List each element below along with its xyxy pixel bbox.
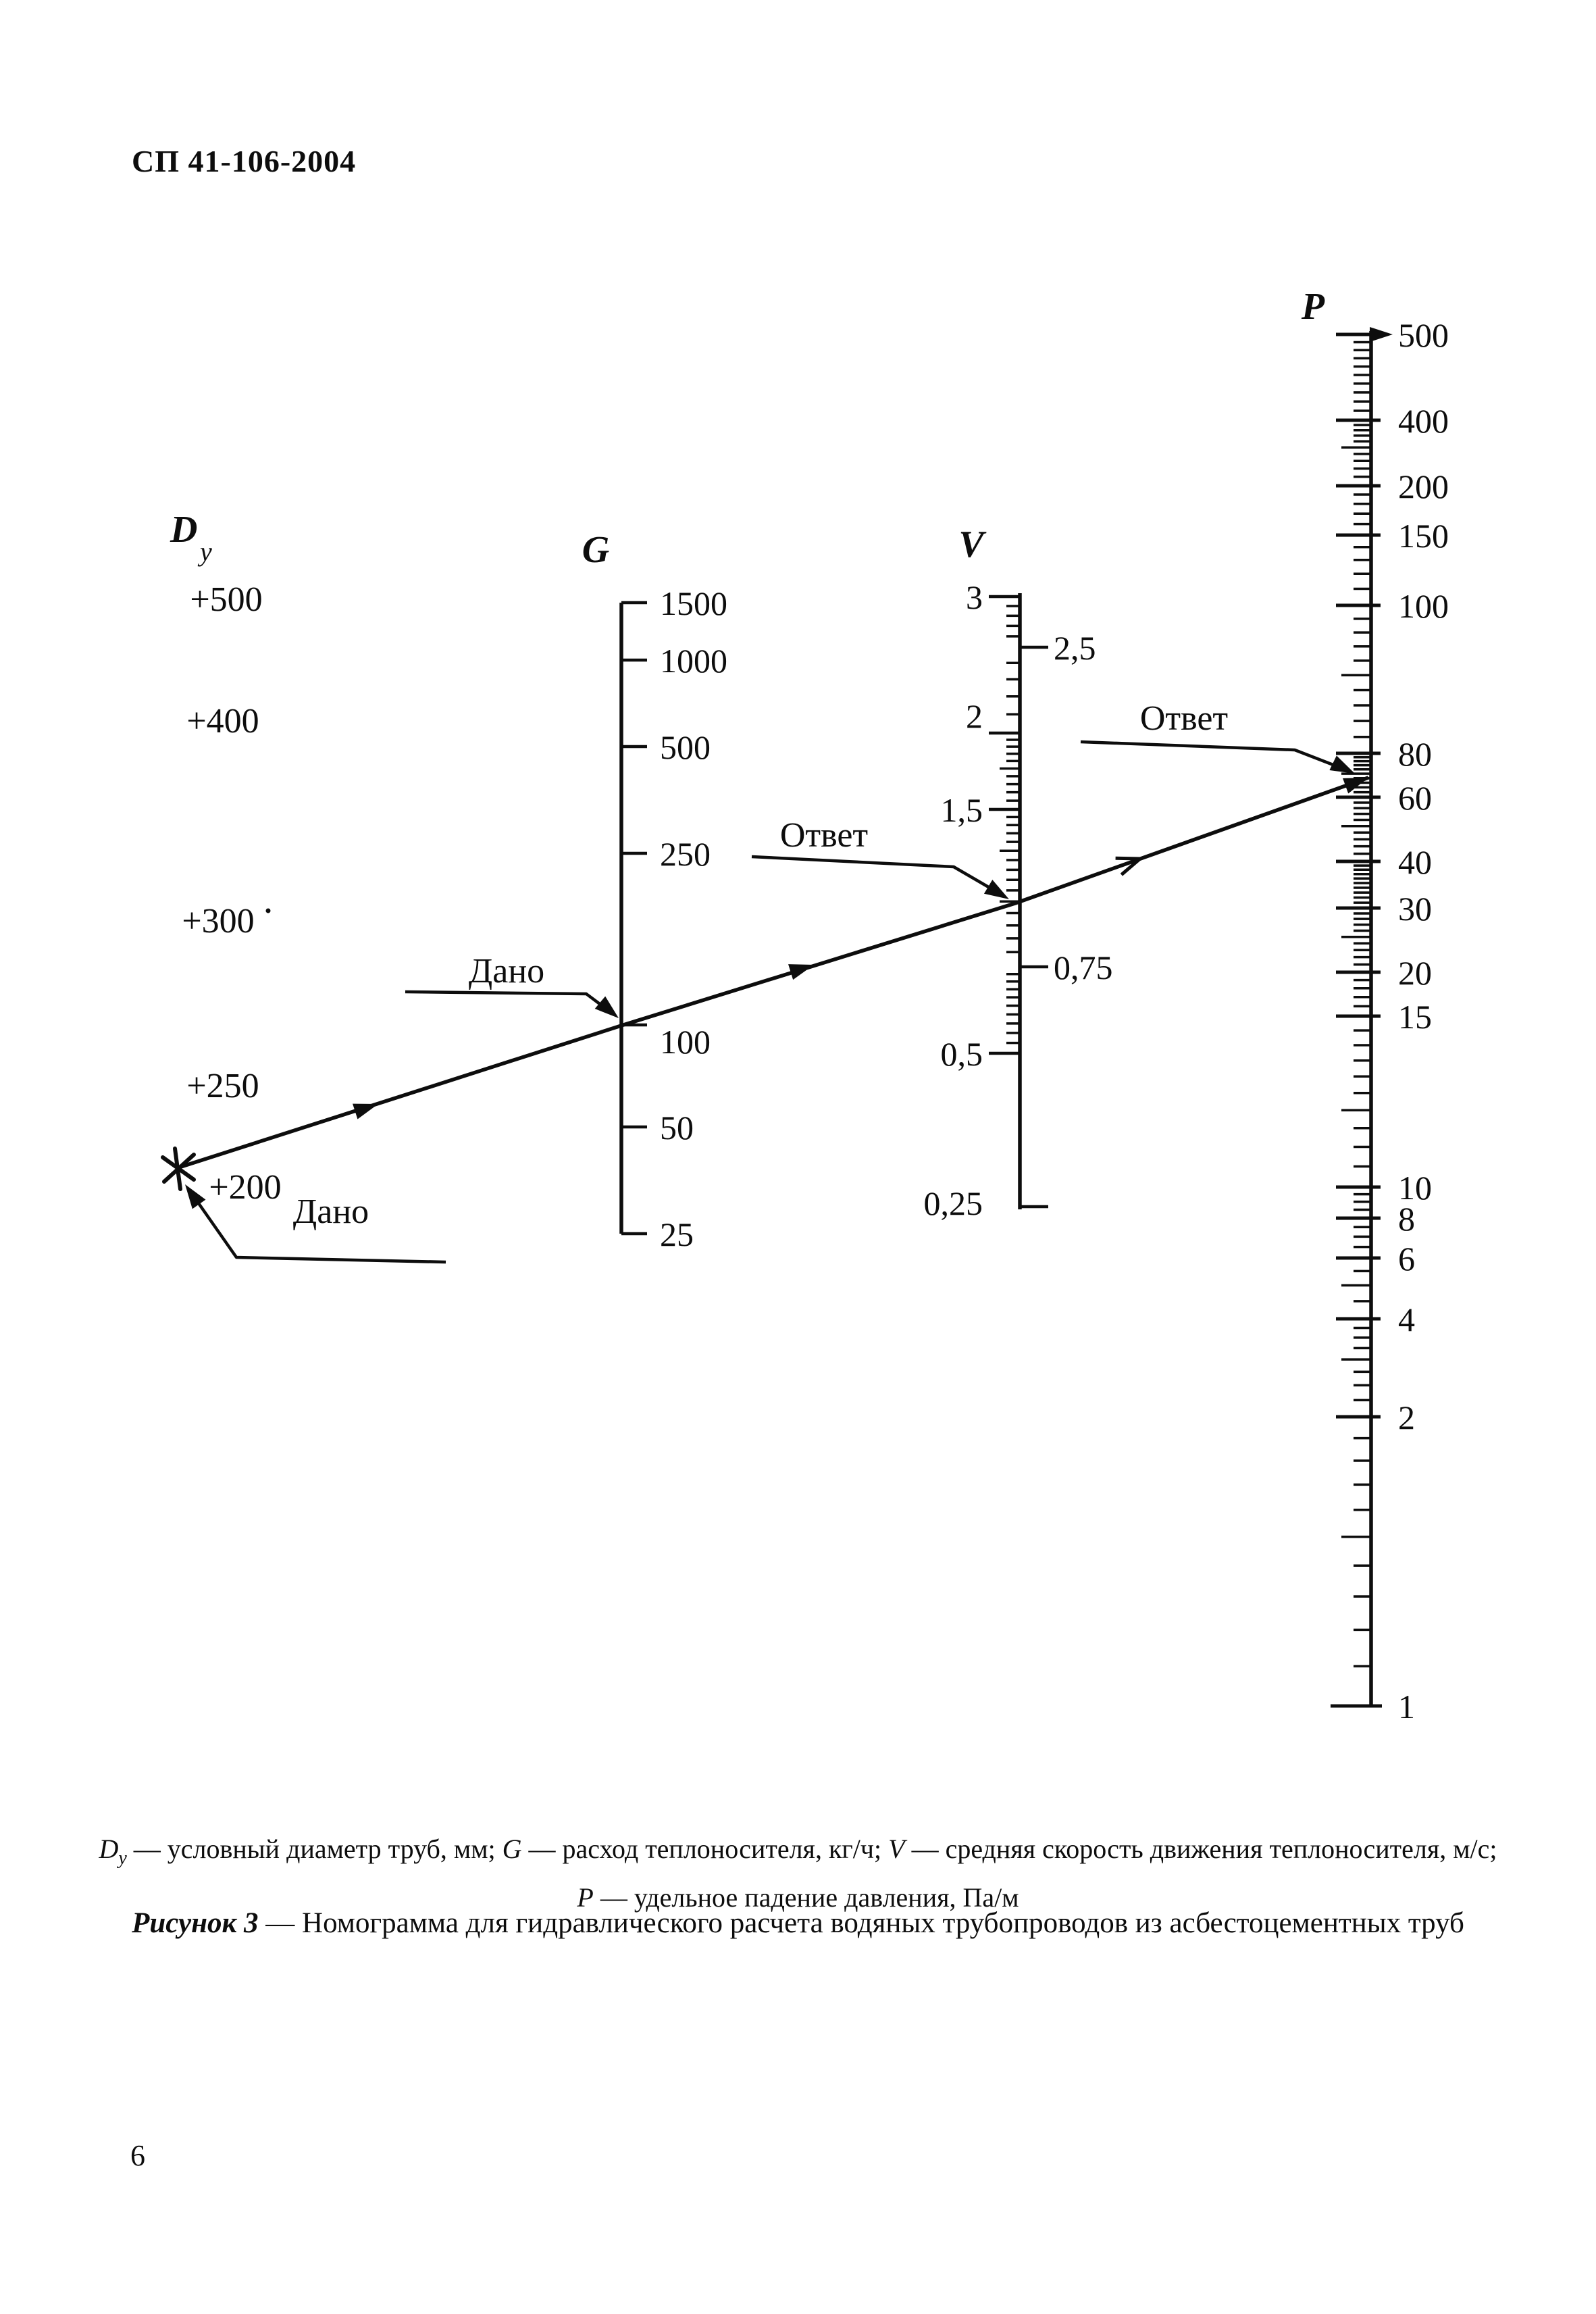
p-tick-label: 4	[1398, 1301, 1415, 1338]
legend-text: — условный диаметр труб, мм;	[126, 1834, 503, 1864]
arrowhead	[353, 1104, 378, 1120]
g-tick-label: 500	[660, 728, 711, 766]
p-tick-label: 2	[1398, 1399, 1415, 1436]
p-tick-label: 15	[1398, 998, 1432, 1036]
scan-speck	[266, 909, 271, 913]
v-tick-label: 2,5	[1054, 629, 1096, 667]
dy-scale-label: +500	[190, 580, 263, 619]
p-tick-label: 8	[1398, 1200, 1415, 1238]
legend-text: — средняя скорость движения теплоносителя, м/с;	[904, 1834, 1497, 1864]
v-tick-label: 0,75	[1054, 949, 1113, 986]
legend-var-g: G	[502, 1834, 522, 1864]
g-scale-title: G	[582, 529, 610, 571]
p-tick-label: 30	[1398, 890, 1432, 928]
figure-legend	[54, 1830, 1542, 1917]
annotation-leader-lines	[189, 742, 1349, 1262]
figure-caption	[54, 1907, 1542, 1940]
legend-var-v: V	[888, 1834, 905, 1864]
scale-titles	[170, 286, 1325, 571]
p-tick-label: 500	[1398, 316, 1449, 354]
p-tick-label: 10	[1398, 1169, 1432, 1207]
v-tick-label: 3	[966, 578, 983, 616]
p-tick-label: 150	[1398, 517, 1449, 555]
answer-p-leader	[1081, 742, 1349, 771]
p-tick-label: 200	[1398, 468, 1449, 505]
page-number: 6	[130, 2139, 145, 2172]
dy-scale-label: +400	[186, 702, 259, 740]
given-d-label: Дано	[292, 1192, 369, 1231]
arrowhead	[185, 1184, 205, 1209]
p-top-tick-arrow	[1370, 327, 1393, 342]
g-tick-label: 250	[660, 835, 711, 873]
arrowheads	[185, 755, 1368, 1209]
v-tick-label: 1,5	[940, 791, 983, 829]
dy-scale-label: +200	[209, 1168, 282, 1207]
answer-v-leader	[752, 857, 1004, 896]
given-g-label: Дано	[468, 952, 545, 990]
p-tick-label: 60	[1398, 779, 1432, 817]
answer-v-label: Ответ	[779, 816, 869, 855]
dy-scale-title: D	[170, 509, 198, 551]
p-tick-label: 20	[1398, 954, 1432, 992]
v-tick-label: 0,5	[940, 1035, 983, 1073]
g-tick-label: 50	[660, 1109, 694, 1147]
legend-var-d: D	[99, 1834, 119, 1864]
arrowhead	[788, 964, 814, 980]
legend-text: — удельное падение давления, Па/м	[593, 1882, 1019, 1913]
dy-scale-label: +300	[182, 902, 255, 940]
standard-code-header: СП 41-106-2004	[132, 144, 357, 178]
legend-var-p: P	[577, 1882, 594, 1913]
v-tick-label: 2	[966, 697, 983, 735]
p-tick-label: 400	[1398, 402, 1449, 440]
v-scale-title: V	[958, 524, 984, 565]
given-diameter-star-marker	[163, 1149, 194, 1189]
legend-text: — расход теплоносителя, кг/ч;	[521, 1834, 889, 1864]
arrowhead	[595, 997, 619, 1018]
caption-text: Номограмма для гидравлического расчета водяных трубопроводов из асбестоцементных труб	[302, 1907, 1464, 1939]
p-tick-label: 1	[1398, 1688, 1415, 1726]
g-tick-label: 25	[660, 1215, 694, 1253]
g-tick-label: 1500	[660, 584, 727, 622]
g-tick-label: 100	[660, 1023, 711, 1061]
p-tick-label: 100	[1398, 587, 1449, 625]
figure-number: Рисунок 3	[132, 1907, 259, 1939]
caption-dash: —	[258, 1907, 303, 1939]
given-g-leader	[405, 992, 613, 1014]
dy-scale-label: +250	[186, 1067, 259, 1105]
p-tick-label: 6	[1398, 1240, 1415, 1278]
legend-line-1	[54, 1830, 1542, 1878]
v-tick-label: 0,25	[923, 1184, 983, 1222]
g-tick-label: 1000	[660, 642, 727, 680]
scales	[182, 316, 1449, 1726]
arrowhead	[1329, 755, 1355, 774]
dy-scale-title-subscript: у	[200, 536, 212, 567]
legend-var-d-sub: у	[118, 1848, 127, 1869]
p-tick-label: 40	[1398, 843, 1432, 881]
p-tick-label: 80	[1398, 735, 1432, 773]
p-scale-title: P	[1301, 286, 1325, 328]
arrowhead	[984, 880, 1009, 899]
answer-p-label: Ответ	[1139, 699, 1229, 738]
